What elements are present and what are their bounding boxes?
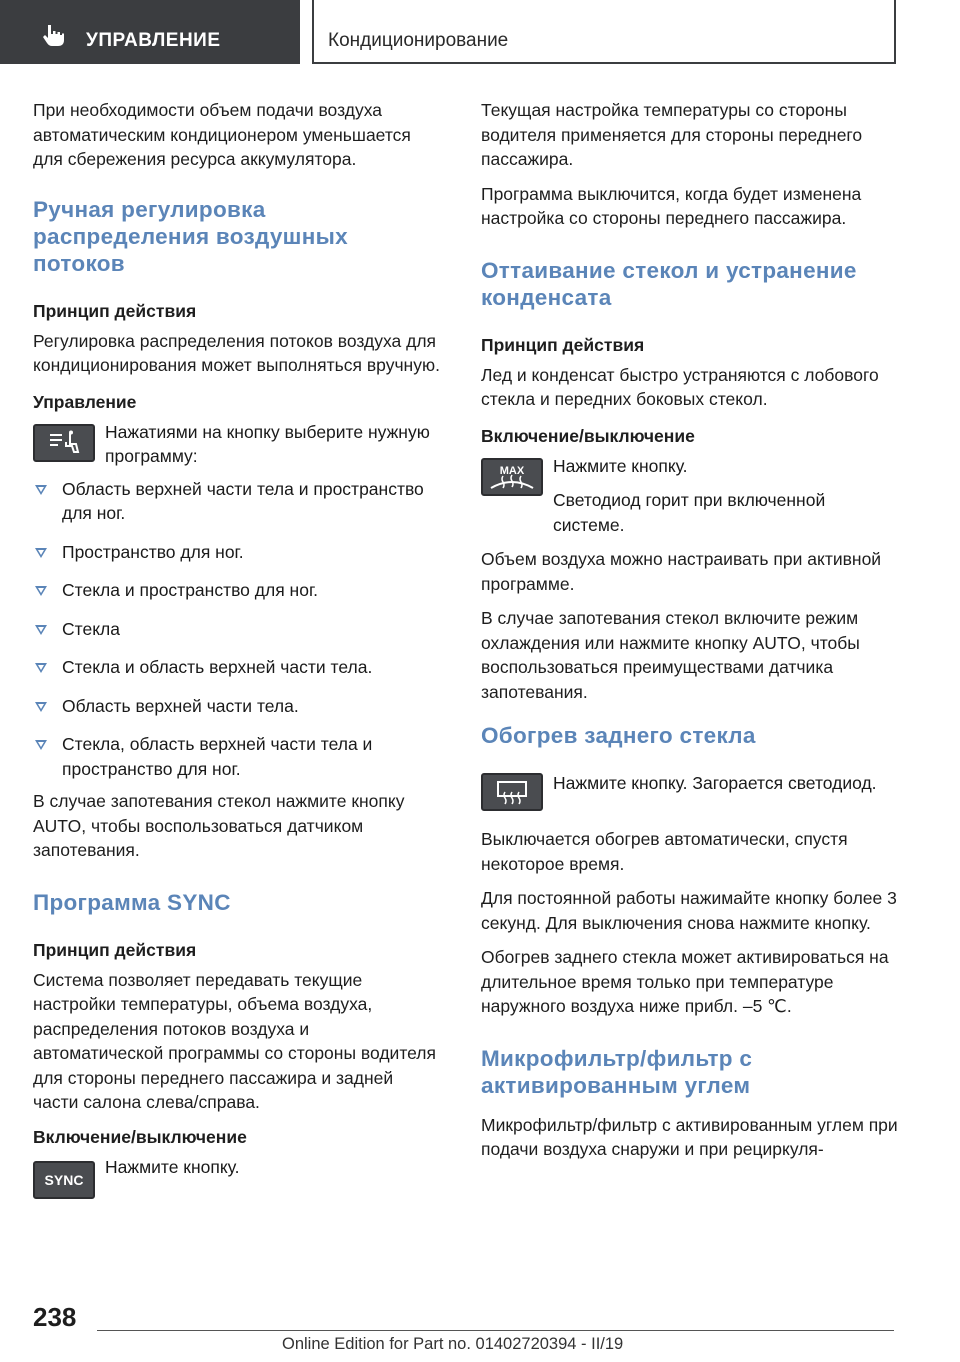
rear-press-text: Нажмите кнопку. Загорается светодиод. (553, 773, 877, 793)
hand-pointer-icon (40, 22, 66, 48)
sync-principle-paragraph: Система позволяет передавать текущие настройки температуры, объема воздуха, распределения потоков воздуха и автоматической программы со стороны водителя для стороны переднего пассажира и задней части салона слева/справа. (33, 969, 436, 1112)
edition-text: Online Edition for Part no. 01402720394 - II/19 (282, 1335, 624, 1353)
program-list-item-text: Стекла и пространство для ног. (62, 580, 319, 600)
program-list-item-text: Область верхней части тела и пространство для ног. (62, 478, 424, 523)
program-list-item (33, 617, 443, 642)
air-distribution-icon (44, 430, 84, 456)
max-press-text: Нажмите кнопку. (553, 455, 688, 476)
heading-control: Управление (33, 391, 137, 412)
windshield-defrost-icon (485, 462, 539, 492)
page-header (0, 0, 960, 66)
sync-row (33, 1155, 443, 1203)
footer-divider (97, 1330, 894, 1331)
max-text-block (553, 454, 899, 538)
triangle-bullet-icon (35, 485, 47, 495)
heading-microfilter: Микрофильтр/фильтр с активированным углем (481, 1045, 753, 1098)
fog-note: В случае запотевания стекол нажмите кнопку AUTO, чтобы воспользоваться датчиком запотевания. (33, 791, 405, 860)
program-list-item (33, 578, 443, 603)
sync-press-text: Нажмите кнопку. (105, 1156, 240, 1177)
section-tab (0, 0, 300, 64)
heading-principle-defrost: Принцип действия (481, 334, 645, 355)
program-list-item-text: Стекла и область верхней части тела. (62, 657, 373, 677)
heading-principle-sync: Принцип действия (33, 939, 197, 960)
defrost-principle-paragraph: Лед и конденсат быстро устраняются с лобового стекла и передних боковых стекол. (481, 364, 879, 409)
program-list-item (33, 477, 443, 526)
triangle-bullet-icon (35, 625, 47, 635)
air-distribution-row (33, 420, 443, 469)
section-label: УПРАВЛЕНИЕ (86, 30, 221, 51)
heading-sync-onoff: Включение/выключение (33, 1126, 247, 1147)
max-label: MAX (499, 464, 525, 477)
program-list-item-text: Стекла, область верхней части тела и пространство для ног. (62, 734, 373, 779)
triangle-bullet-icon (35, 548, 47, 558)
chapter-label: Кондиционирование (328, 30, 509, 51)
rear-paragraph-2: Для постоянной работы нажимайте кнопку более 3 секунд. Для выключения снова нажмите кнопку. (481, 888, 897, 933)
program-list-item-text: Область верхней части тела. (62, 695, 299, 716)
rear-paragraph-3: Обогрев заднего стекла может активироваться на длительное время только при температуре наружного воздуха ниже прибл. –5 ℃. (481, 947, 889, 1016)
heading-sync: Программа SYNC (33, 889, 231, 915)
program-list-item (33, 694, 443, 719)
program-list-item-text: Пространство для ног. (62, 541, 244, 562)
rear-window-defrost-icon (492, 778, 532, 806)
rear-paragraph-1: Выключается обогрев автоматически, спустя некоторое время. (481, 829, 848, 874)
filter-paragraph: Микрофильтр/фильтр с активированным углем при подачи воздуха снаружи и при рециркуля- (481, 1114, 898, 1159)
triangle-bullet-icon (35, 586, 47, 596)
program-list (33, 477, 443, 782)
max-defrost-row (481, 454, 899, 538)
page-number: 238 (33, 1302, 77, 1332)
program-list-item (33, 540, 443, 565)
heading-manual-distribution: Ручная регулировка распределения воздушных потоков (33, 196, 348, 276)
sync-driver-paragraph: Текущая настройка температуры со стороны водителя применяется для стороны переднего пассажира. (481, 100, 863, 169)
fog-paragraph: В случае запотевания стекол включите режим охлаждения или нажмите кнопку AUTO, чтобы воспользоваться преимуществами датчика запотевания. (481, 608, 860, 702)
chapter-tab (312, 0, 896, 64)
intro-paragraph: При необходимости объем подачи воздуха автоматическим кондиционером уменьшается для сбережения ресурса аккумулятора. (33, 100, 411, 169)
program-list-item (33, 732, 443, 781)
max-defrost-button[interactable] (481, 458, 543, 496)
volume-paragraph: Объем воздуха можно настраивать при активной программе. (481, 549, 882, 594)
heading-defrost-onoff: Включение/выключение (481, 425, 695, 446)
heading-defrost: Оттаивание стекол и устранение конденсата (481, 257, 857, 310)
triangle-bullet-icon (35, 702, 47, 712)
sync-button[interactable]: SYNC (33, 1161, 95, 1199)
heading-rear-window: Обогрев заднего стекла (481, 723, 756, 748)
left-column (33, 98, 443, 1211)
sync-off-paragraph: Программа выключится, когда будет изменена настройка со стороны переднего пассажира. (481, 183, 862, 228)
rear-defrost-row (481, 771, 899, 819)
triangle-bullet-icon (35, 663, 47, 673)
led-text: Светодиод горит при включенной системе. (553, 490, 826, 535)
heading-principle: Принцип действия (33, 300, 197, 321)
rear-defrost-button[interactable] (481, 773, 543, 811)
right-column (481, 98, 899, 1172)
program-list-item-text: Стекла (62, 618, 120, 639)
program-list-item (33, 655, 443, 680)
air-distribution-button[interactable] (33, 424, 95, 462)
principle-paragraph: Регулировка распределения потоков воздуха для кондиционирования может выполняться вручную. (33, 330, 440, 375)
control-text: Нажатиями на кнопку выберите нужную программу: (105, 421, 430, 466)
triangle-bullet-icon (35, 740, 47, 750)
